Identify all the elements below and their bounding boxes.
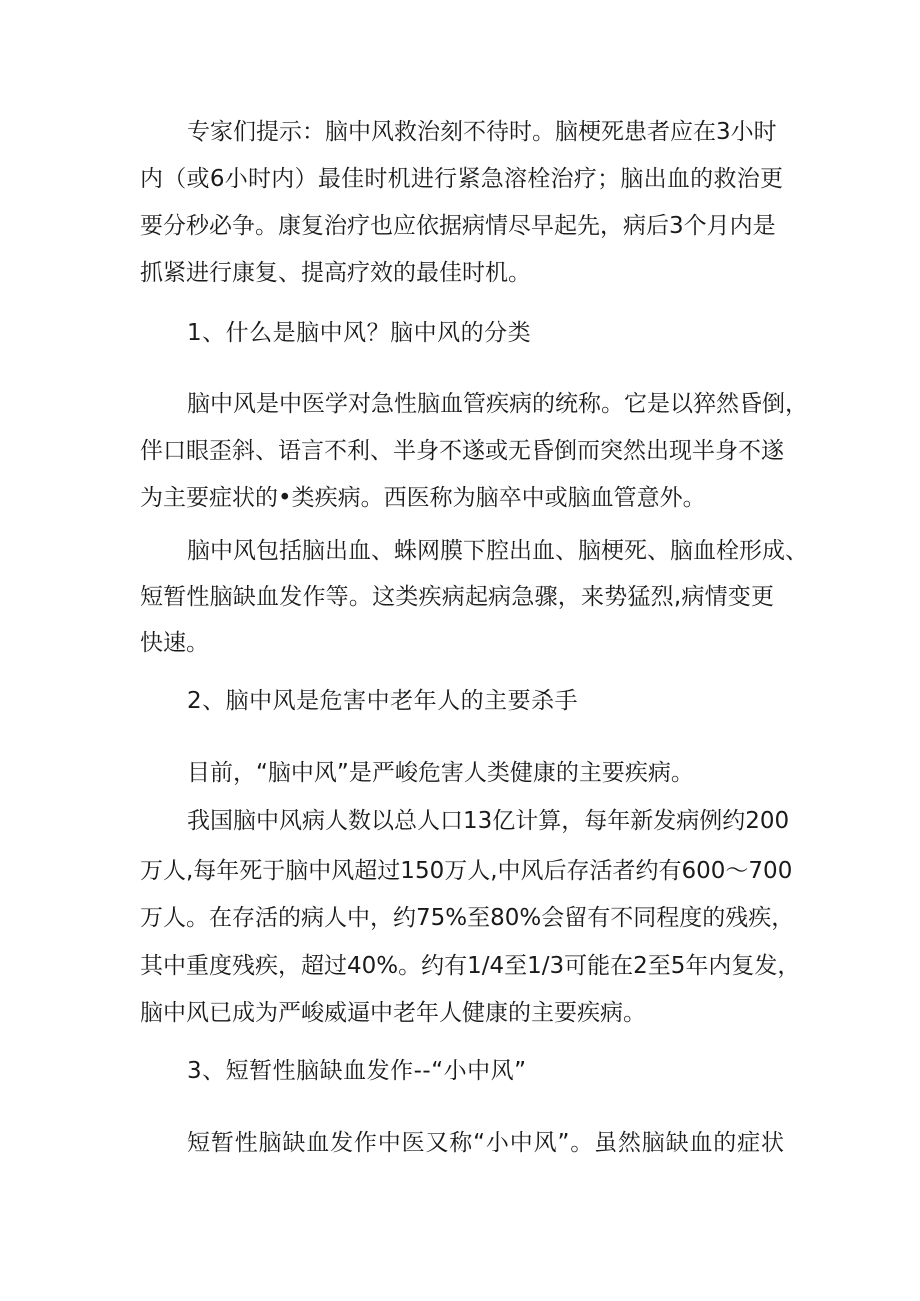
- statistics-line-3: 万人。在存活的病人中，约75%至80%会留有不同程度的残疾，: [140, 905, 795, 931]
- intro-line-2: 内（或6小时内）最佳时机进行紧急溶栓治疗；脑出血的救治更: [140, 166, 783, 192]
- types-line-1: 脑中风包括脑出血、蛛网膜下腔出血、脑梗死、脑血栓形成、: [187, 538, 808, 564]
- statistics-line-1: 我国脑中风病人数以总人口13亿计算，每年新发病例约200: [187, 808, 790, 834]
- types-line-3: 快速。: [140, 630, 209, 656]
- tia-line-1: 短暂性脑缺血发作中医又称“小中风”。虽然脑缺血的症状: [187, 1130, 784, 1156]
- statistics-line-5: 脑中风已成为严峻威逼中老年人健康的主要疾病。: [140, 1000, 646, 1026]
- definition-line-2: 伴口眼歪斜、语言不利、半身不遂或无昏倒而突然出现半身不遂: [140, 438, 784, 464]
- statistics-line-4: 其中重度残疾，超过40%。约有1/4至1/3可能在2至5年内复发，: [140, 953, 801, 979]
- intro-line-1: 专家们提示：脑中风救治刻不待时。脑梗死患者应在3小时: [187, 119, 777, 145]
- definition-line-3: 为主要症状的•类疾病。西医称为脑卒中或脑血管意外。: [140, 485, 706, 511]
- intro-line-4: 抓紧进行康复、提高疗效的最佳时机。: [140, 260, 531, 286]
- statistics-line-2: 万人,每年死于脑中风超过150万人,中风后存活者约有600～700: [140, 858, 793, 884]
- section-heading-2: 2、脑中风是危害中老年人的主要杀手: [187, 688, 579, 714]
- definition-line-1: 脑中风是中医学对急性脑血管疾病的统称。它是以猝然昏倒，: [187, 391, 808, 417]
- types-line-2: 短暂性脑缺血发作等。这类疾病起病急骤，来势猛烈,病情变更: [140, 584, 774, 610]
- current-line-1: 目前，“脑中风”是严峻危害人类健康的主要疾病。: [187, 760, 694, 786]
- section-heading-1: 1、什么是脑中风？脑中风的分类: [187, 320, 532, 346]
- intro-line-3: 要分秒必争。康复治疗也应依据病情尽早起先，病后3个月内是: [140, 213, 776, 239]
- section-heading-3: 3、短暂性脑缺血发作--“小中风”: [187, 1058, 527, 1084]
